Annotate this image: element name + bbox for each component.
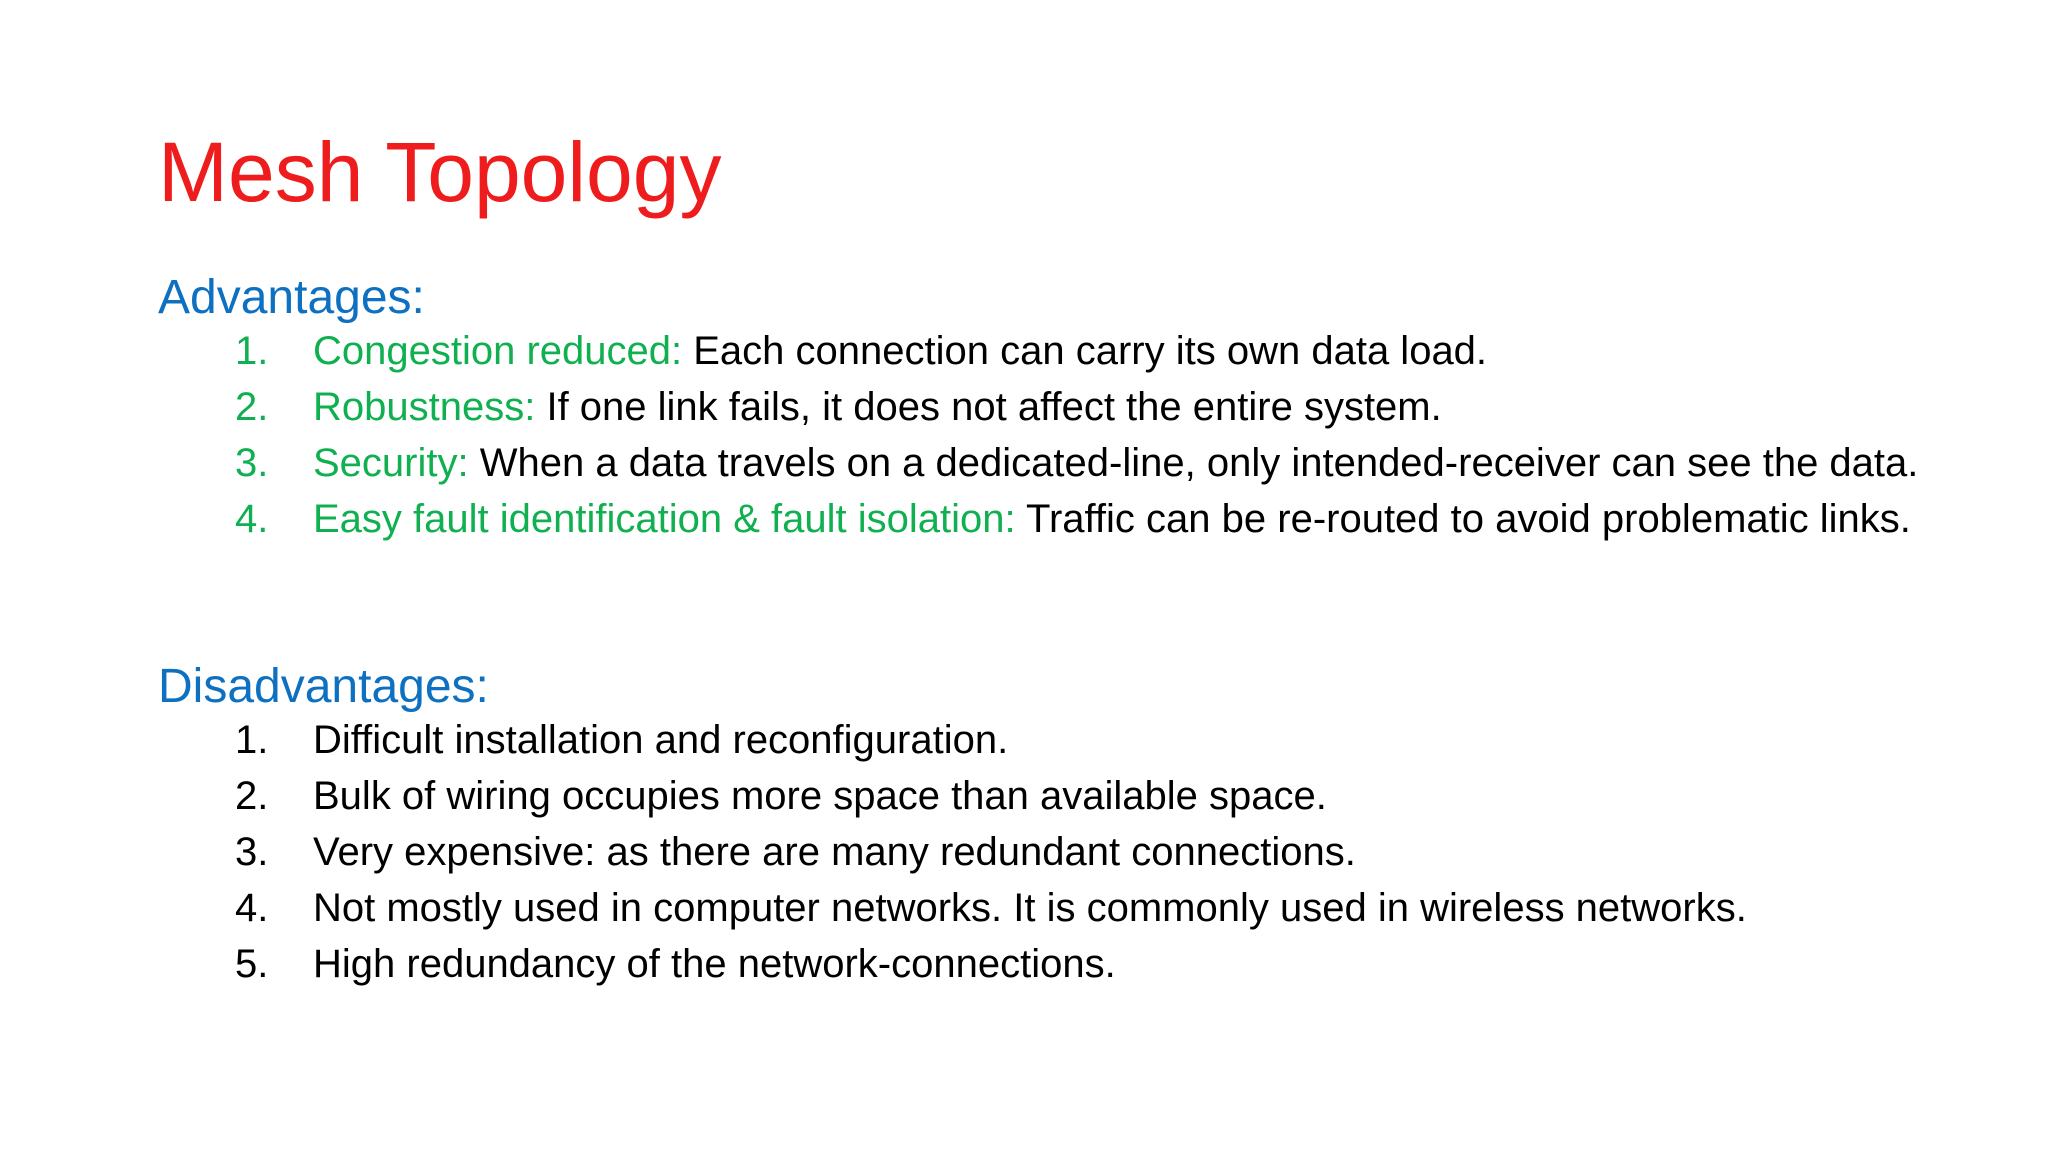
item-number: 2. <box>235 385 269 429</box>
item-number: 2. <box>235 774 269 818</box>
item-number: 4. <box>235 497 269 541</box>
item-text: Bulk of wiring occupies more space than available space. <box>313 774 1327 818</box>
disadvantages-list <box>158 717 1988 987</box>
advantages-section <box>158 268 1988 552</box>
slide-title: Mesh Topology <box>158 125 722 219</box>
list-item <box>158 885 1988 931</box>
item-number: 1. <box>235 329 269 373</box>
disadvantages-section <box>158 657 1988 997</box>
list-item <box>158 941 1988 987</box>
item-text: Traffic can be re-routed to avoid problematic links. <box>1015 497 1911 541</box>
item-text: Each connection can carry its own data load. <box>682 329 1488 373</box>
item-term: Congestion reduced: <box>313 329 683 373</box>
list-item <box>158 717 1988 763</box>
list-item <box>158 496 1988 542</box>
item-text: High redundancy of the network-connections. <box>313 942 1116 986</box>
item-text: Difficult installation and reconfiguration. <box>313 718 1009 762</box>
item-text: Very expensive: as there are many redundant connections. <box>313 830 1356 874</box>
list-item <box>158 328 1988 374</box>
disadvantages-heading: Disadvantages: <box>158 660 489 713</box>
list-item <box>158 829 1988 875</box>
item-term: Easy fault identification & fault isolation: <box>313 497 1016 541</box>
list-item <box>158 384 1988 430</box>
list-item <box>158 773 1988 819</box>
item-text: When a data travels on a dedicated-line, only intended-receiver can see the data. <box>468 441 1919 485</box>
item-number: 3. <box>235 830 269 874</box>
item-term: Security: <box>313 441 469 485</box>
advantages-heading: Advantages: <box>158 271 425 324</box>
item-text: If one link fails, it does not affect the entire system. <box>535 385 1442 429</box>
item-text: Not mostly used in computer networks. It is commonly used in wireless networks. <box>313 886 1747 930</box>
advantages-list <box>158 328 1988 542</box>
item-number: 5. <box>235 942 269 986</box>
item-number: 1. <box>235 718 269 762</box>
item-term: Robustness: <box>313 385 536 429</box>
list-item <box>158 440 1988 486</box>
item-number: 3. <box>235 441 269 485</box>
item-number: 4. <box>235 886 269 930</box>
